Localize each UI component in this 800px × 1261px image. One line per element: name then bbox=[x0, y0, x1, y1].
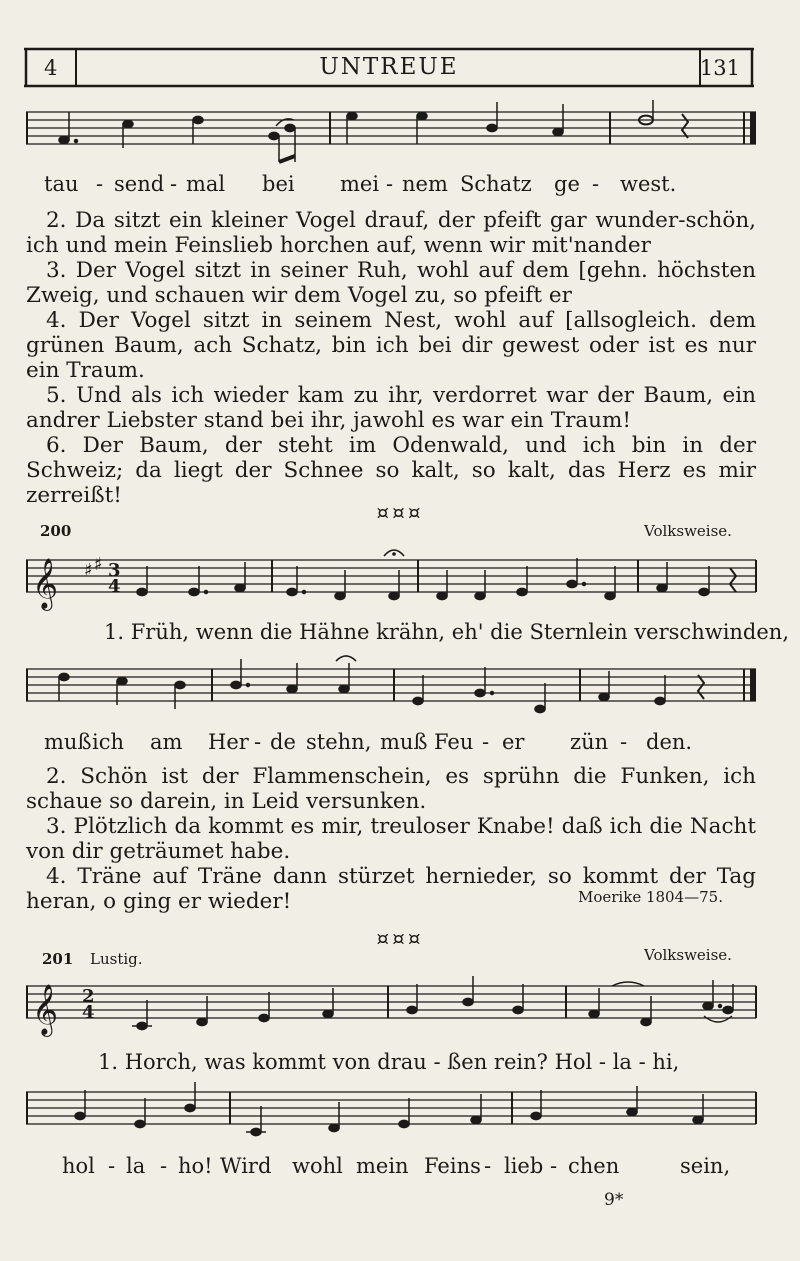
svg-text:4: 4 bbox=[108, 576, 121, 597]
page-header bbox=[24, 46, 754, 88]
lyric-syllable: - bbox=[108, 1154, 116, 1178]
page-signature: 9* bbox=[604, 1190, 624, 1210]
svg-text:4: 4 bbox=[82, 1002, 95, 1023]
lyric-syllable: send bbox=[114, 172, 165, 196]
music-staff bbox=[22, 100, 762, 170]
lyric-syllable: ich bbox=[92, 730, 125, 754]
music-staff bbox=[22, 1082, 762, 1156]
svg-text:𝄞: 𝄞 bbox=[32, 984, 59, 1035]
song-number: 200 bbox=[40, 522, 72, 540]
lyric-syllable: hol bbox=[62, 1154, 95, 1178]
lyrics-line bbox=[0, 172, 800, 202]
lyric-syllable: sein, bbox=[680, 1154, 731, 1178]
svg-text:♯: ♯ bbox=[94, 554, 103, 575]
lyric-syllable: stehn, bbox=[306, 730, 372, 754]
lyric-syllable: muß bbox=[44, 730, 92, 754]
lyric-syllable: Feins bbox=[424, 1154, 481, 1178]
lyric-syllable: - bbox=[170, 172, 178, 196]
lyric-syllable: ho! bbox=[178, 1154, 213, 1178]
svg-text:♯: ♯ bbox=[84, 560, 93, 581]
section-divider: ¤¤¤ bbox=[376, 926, 424, 950]
lyric-syllable: west. bbox=[620, 172, 677, 196]
melody-credit: Volksweise. bbox=[644, 946, 732, 964]
lyric-syllable: Feu bbox=[434, 730, 474, 754]
verse: 6. Der Baum, der steht im Odenwald, und ich bin in der Schweiz; da liegt der Schnee so kalt, so kalt, das Herz es mir zerreißt! bbox=[26, 433, 756, 508]
verse: 2. Da sitzt ein kleiner Vogel drauf, der pfeift gar wunder-schön, ich und mein Feinslieb horchen auf, wenn wir mit'nander bbox=[26, 208, 756, 258]
lyric-syllable: mei bbox=[340, 172, 380, 196]
lyric-syllable: - bbox=[386, 172, 394, 196]
lyric-syllable: lieb bbox=[504, 1154, 544, 1178]
lyrics-line bbox=[0, 730, 800, 760]
lyric-syllable: bei bbox=[262, 172, 295, 196]
music-staff bbox=[22, 655, 762, 725]
lyrics-line bbox=[0, 1154, 800, 1184]
lyric-syllable: - bbox=[592, 172, 600, 196]
svg-text:𝄞: 𝄞 bbox=[32, 558, 59, 609]
lyric-syllable: muß bbox=[380, 730, 428, 754]
lyric-syllable: - bbox=[96, 172, 104, 196]
tempo-marking: Lustig. bbox=[90, 950, 143, 968]
lyric-syllable: er bbox=[502, 730, 525, 754]
page-number: 131 bbox=[699, 56, 740, 80]
lyric-syllable: Schatz bbox=[460, 172, 532, 196]
lyric-syllable: wohl bbox=[292, 1154, 343, 1178]
lyric-syllable: am bbox=[150, 730, 183, 754]
lyric-syllable: den. bbox=[646, 730, 693, 754]
lyric-syllable: tau bbox=[44, 172, 79, 196]
verse: 4. Träne auf Träne dann stürzet hernieder, so kommt der Tag heran, o ging er wieder! bbox=[26, 864, 756, 914]
section-divider: ¤¤¤ bbox=[376, 500, 424, 524]
verse: 3. Plötzlich da kommt es mir, treuloser Knabe! daß ich die Nacht von dir geträumet habe. bbox=[26, 814, 756, 864]
lyric-syllable: Her bbox=[208, 730, 249, 754]
lyric-line-text: 1. Früh, wenn die Hähne krähn, eh' die Sternlein verschwinden, bbox=[104, 620, 790, 644]
lyric-syllable: ge bbox=[554, 172, 580, 196]
svg-text:2: 2 bbox=[82, 986, 95, 1007]
lyric-syllable: mein bbox=[356, 1154, 409, 1178]
lyric-syllable: zün bbox=[570, 730, 609, 754]
lyric-syllable: - bbox=[482, 730, 490, 754]
lyrics-line bbox=[0, 1050, 800, 1080]
music-staff bbox=[22, 972, 762, 1052]
page-title: UNTREUE bbox=[319, 54, 459, 80]
song-number: 201 bbox=[42, 950, 74, 968]
verse: 2. Schön ist der Flammenschein, es sprühn die Funken, ich schaue so darein, in Leid versunken. bbox=[26, 764, 756, 814]
melody-credit: Volksweise. bbox=[644, 522, 732, 540]
verse: 5. Und als ich wieder kam zu ihr, verdorret war der Baum, ein andrer Liebster stand bei ihr, jawohl es war ein Traum! bbox=[26, 383, 756, 433]
verse: 3. Der Vogel sitzt in seiner Ruh, wohl auf dem [gehn. höchsten Zweig, und schauen wir dem Vogel zu, so pfeift er bbox=[26, 258, 756, 308]
lyric-syllable: la bbox=[126, 1154, 146, 1178]
lyric-syllable: - bbox=[550, 1154, 558, 1178]
author-credit: Moerike 1804—75. bbox=[578, 888, 723, 906]
verse: 4. Der Vogel sitzt in seinem Nest, wohl auf [allsogleich. dem grünen Baum, ach Schatz, bin ich bei dir gewest oder ist es nur ein Traum. bbox=[26, 308, 756, 383]
lyric-syllable: - bbox=[620, 730, 628, 754]
lyric-syllable: - bbox=[484, 1154, 492, 1178]
lyric-syllable: Wird bbox=[220, 1154, 272, 1178]
lyric-syllable: de bbox=[270, 730, 296, 754]
lyric-syllable: - bbox=[160, 1154, 168, 1178]
lyric-syllable: mal bbox=[186, 172, 226, 196]
lyric-syllable: nem bbox=[402, 172, 448, 196]
music-staff bbox=[22, 540, 762, 620]
svg-text:3: 3 bbox=[108, 560, 121, 581]
lyric-line-text: 1. Horch, was kommt von drau - ßen rein? Hol - la - hi, bbox=[98, 1050, 680, 1074]
verse-block bbox=[26, 208, 756, 508]
lyrics-line bbox=[0, 620, 800, 650]
lyric-syllable: - bbox=[254, 730, 262, 754]
lyric-syllable: chen bbox=[568, 1154, 620, 1178]
page-section-number: 4 bbox=[44, 56, 58, 80]
